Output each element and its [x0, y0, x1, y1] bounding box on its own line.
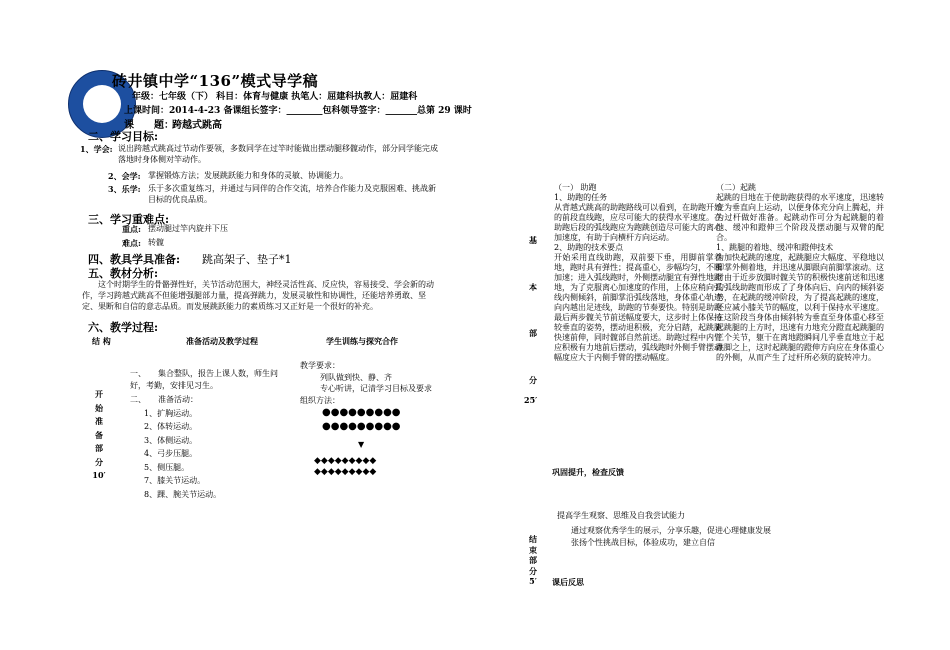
goal1-text: 说出跨越式跳高过节动作要领，多数同学在过竿时能做出摆动腿移髋动作，部分同学能完成落地时身体侧对竿动作。: [118, 144, 438, 164]
keypoints-heading: 三、学习重难点:: [88, 213, 170, 226]
col-student: 学生训练与探究合作: [326, 336, 398, 346]
takeoff-column: （二）起跳 起跳的目地在于使助跑获得的水平速度，迅速转变为垂直向上运动，以便身体充分向上腾起，并为过杆做好准备。起跳动作可分为起跳腿的着地、缓冲和蹬伸三个阶段及摆动腿与双臂的配合。 1、跳腿的着地、缓冲和蹬伸技术 为加快起跳的速度，起跳腿应大幅度、平稳地以脚掌外侧着地，并迅速从脚跟向前脚掌滚动。这时由于近步放脚时髋关节的积极快速前送和迅速的弧线助跑而形成了了身体向后、向内的倾斜姿势，在起跳的缓冲阶段，为了提高起跳的速度，还应减小膝关节的幅度，以利于保持水平速度。在这阶段当身体由倾斜转为垂直至身体重心移至起跳腿的上方时，迅速有力地充分蹬直起跳腿的三个关节，躯干在离地蹬瞬间几乎垂直地立于起跳脚之上，这时起跳腿的蹬伸方向应在身体重心的外侧，从而产生了过杆所必须的旋转冲力。: [716, 183, 884, 362]
key-label: 重点:: [122, 224, 141, 234]
list-item: 8、踝、腕关节运动。: [144, 489, 222, 499]
feedback-line-2: 通过观察优秀学生的展示，分享乐趣，促进心理健康发展: [571, 526, 771, 535]
req-label: 教学要求：: [300, 361, 340, 370]
list-item: 2、体转运动。: [144, 422, 198, 431]
formation-row-1: ●●●●●●●●●: [322, 407, 401, 418]
basic-part-label: 基 本 部 分: [529, 235, 537, 385]
key-text: 摆动腿过竿内旋并下压: [148, 224, 228, 233]
equipment-heading: 四、教具学具准备:: [88, 253, 181, 266]
goals-heading: 二、学习目标:: [88, 130, 159, 143]
reflection-label: 课后反思: [552, 577, 584, 587]
col-prep: 准备活动及教学过程: [186, 336, 258, 346]
topic-label: 课 题：: [124, 120, 174, 131]
goal2-text: 掌握锻炼方法；发展跳跃能力和身体的灵敏、协调能力。: [148, 171, 348, 180]
ending-part-label: 结 束 部 分 5′: [529, 534, 537, 586]
formation-row-4: ◆◆◆◆◆◆◆◆◆: [314, 467, 377, 477]
list-item: 1、扩胸运动。: [144, 408, 198, 418]
col-structure: 结 构: [92, 336, 111, 346]
list-item: 4、弓步压腿。: [144, 449, 198, 458]
org-label: 组织方法：: [300, 395, 340, 405]
goal2-label: 2、会学:: [108, 171, 141, 181]
analysis-heading: 五、教材分析:: [88, 267, 159, 280]
arrow-icon: ▼: [358, 440, 365, 449]
formation-row-2: ●●●●●●●●●: [322, 421, 401, 432]
process-heading: 六、教学过程:: [88, 321, 159, 334]
formation-row-3: ◆◆◆◆◆◆◆◆◆: [314, 456, 377, 466]
grade-line: 年级：七年级（下） 科目：体育与健康 执笔人：屈建科执教人：屈建科: [132, 92, 418, 102]
prep-list: [130, 368, 280, 500]
req-1: 列队做到快、静、齐: [320, 372, 392, 382]
start-part-label: 开 始 准 备 部 分 10′: [92, 389, 106, 480]
diff-label: 难点:: [122, 238, 141, 248]
analysis-text: 这个时期学生的骨骼弹性好，关节活动范围大，神经灵活性高、反应快，容易接受、学会新的动作，学习跨越式跳高不但能增强腿部力量，提高弹跳力，发展灵敏性和协调性，还能培养勇敢、坚定、果断和自信的意志品质。而发展跳跃能力的素质练习又正好是一个很好的补充。: [82, 280, 434, 311]
feedback-line-1: 提高学生观察、思维及自我尝试能力: [557, 511, 685, 520]
class-line: 上课时间：2014-4-23 备课组长签字：________包科领导签字：_______总第 29 课时: [124, 106, 472, 116]
list-item: 7、膝关节运动。: [144, 476, 206, 485]
list-item: 一、 集合整队，报告上课人数，师生问好，考勤，安排见习生。: [130, 369, 278, 390]
runup-column: （一） 助跑 1、助跑的任务 从背越式跳高的助跑路线可以看到，在助跑开始的前段直线跑，应尽可能大的获得水平速度。在助跑后段的弧线跑应为跑跳创造尽可能大的离心加速度，有助于向横杆方向运动。 2、助跑的技术要点 开始采用直线助跑，双前要下垂，用脚前掌着地，跑时具有弹性；提高重心，步幅均匀，不断加速；进入弧线跑时，外侧摆动腿宜有弹性地蹬地，为了克服离心加速度的作用，上体应稍向弧线内侧倾斜，前脚掌沿弧线落地，身体重心轨迹向内越出足迹线，助跑的节奏要快。特别是助跑最后两步髋关节前送幅度要大，这步时上体保持较垂直的姿势，摆动退积极，充分启踏，起跳腿快速前伸，同时髋部自然前送。助跑过程中内臂应积极有力地前后摆动，弧线跑时外侧手臂摆动幅度应大于内侧手臂的摆动幅度。: [554, 183, 722, 362]
feedback-heading: 巩固提升，检查反馈: [552, 467, 624, 477]
topic: 跨越式跳高: [172, 120, 222, 131]
student-block: [300, 360, 432, 478]
goal3-label: 3、乐学:: [108, 184, 141, 194]
req-2: 专心听讲，记清学习目标及要求: [320, 384, 432, 393]
list-item: 5、侧压腿。: [144, 462, 190, 472]
diff-text: 转髋: [148, 238, 164, 247]
basic-time: 25′: [524, 395, 538, 405]
list-item: 二、 准备活动：: [130, 395, 198, 404]
equipment-text: 跳高架子、垫子*1: [202, 253, 292, 266]
goal3-text: 乐于多次重复练习，并通过与同伴的合作交流，培养合作能力及克服困难、挑战新目标的优良品质。: [148, 184, 436, 204]
list-item: 3、体侧运动。: [144, 435, 198, 445]
goal1-label: 1、学会:: [80, 144, 113, 154]
feedback-line-3: 张扬个性挑战目标，体验成功，建立自信: [571, 538, 715, 547]
page-title: 砖井镇中学“136”模式导学稿: [112, 72, 319, 90]
